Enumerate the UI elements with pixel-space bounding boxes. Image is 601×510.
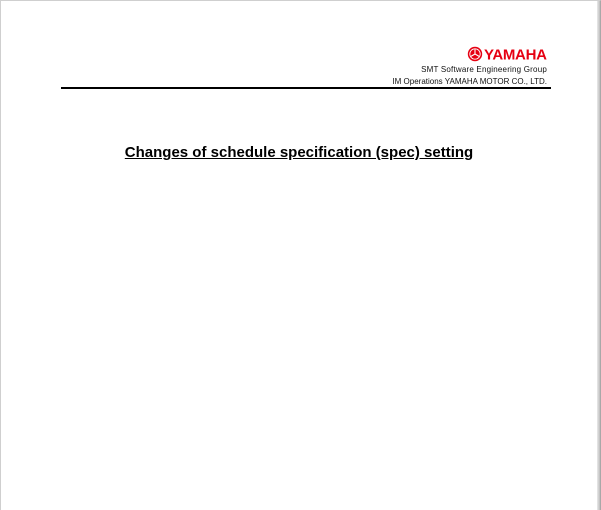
group-name: SMT Software Engineering Group xyxy=(421,65,547,74)
tuning-fork-emblem-icon xyxy=(467,45,551,63)
division-name: IM Operations YAMAHA MOTOR CO., LTD. xyxy=(392,77,547,86)
document-page xyxy=(1,1,597,510)
yamaha-logo xyxy=(467,45,551,63)
header-divider xyxy=(61,87,551,89)
page-edge-shadow xyxy=(597,1,600,510)
logo-wordmark: YAMAHA xyxy=(484,46,547,63)
document-title: Changes of schedule specification (spec) setting xyxy=(124,144,474,161)
